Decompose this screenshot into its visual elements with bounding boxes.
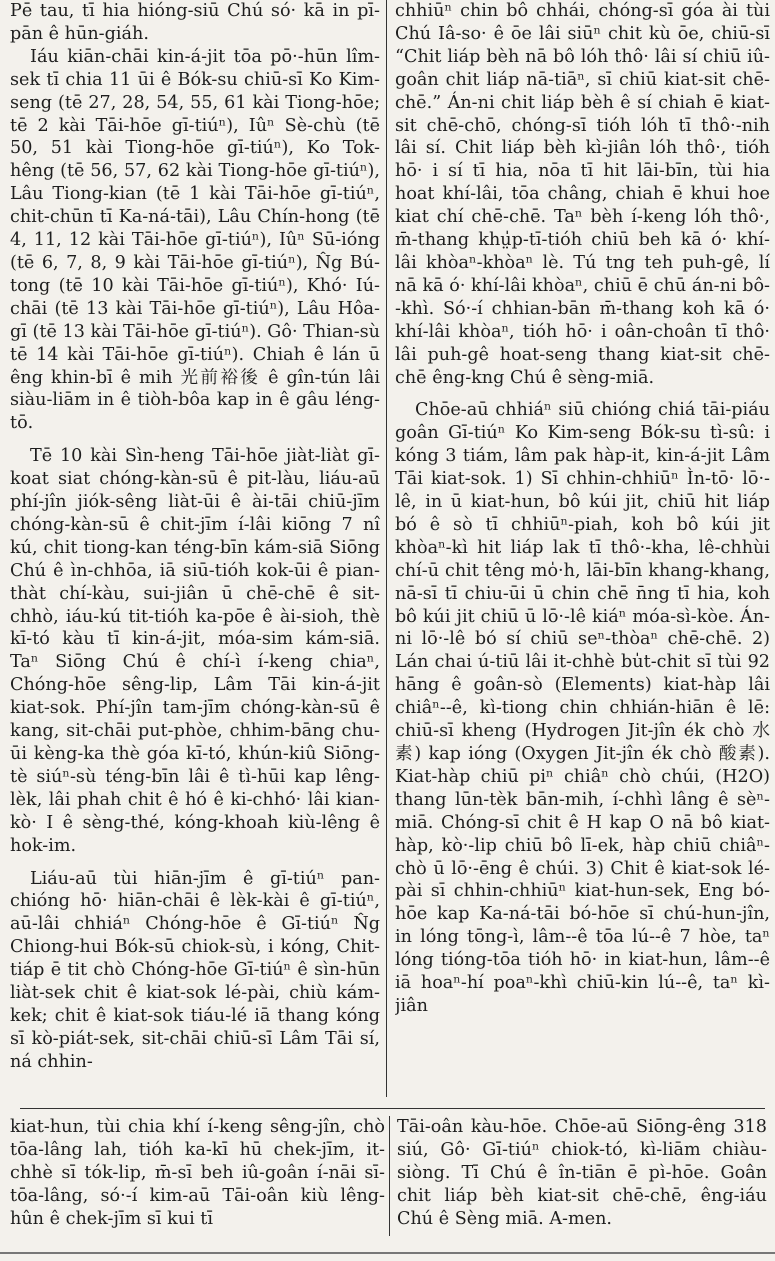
section-divider: [20, 1108, 765, 1109]
bottom-right-column: [397, 1116, 767, 1251]
paragraph: chhiūⁿ chin bô chhái, chóng-sī góa ài tùi Chú Iâ-so· ê ōe lâi siūⁿ chit kù ōe, chiū-sī “Chit liáp bèh nā bô lóh thô· lâi sí chiū iû-goân chit liáp nā-tiāⁿ, sī chiū kiat-sit chē-chē.” Án-ni chit liáp bèh ê sí chiah ē kiat-sit chē-chō, chóng-sī tióh lóh tī thô·-nih lâi sí. Chit liáp bèh kì-jiân lóh thô·, tióh hō· i sí tī hia, nōa tī hit lāi-bīn, tùi hia hoat khí-lâi, tōa châng, chiah ē khui hoe kiat chí chē-chē. Taⁿ bèh í-keng lóh thô·, m̄-thang khṳ̍p-tī-tióh chiū beh kā ó· khí-lâi khòaⁿ-khòaⁿ lè. Tú tng teh puh-gê, lí nā kā ó· khí-lâi khòaⁿ, chiū ē chū án-ni bô--khì. Só·-í chhian-bān m̄-thang koh kā ó· khí-lâi khòaⁿ, tióh hō· i oân-choân tī thô· lâi puh-gê hoat-seng thang kiat-sit chē-chē êng-kng Chú ê sèng-miā.: [395, 1, 770, 388]
paragraph: Tāi-oân kàu-hōe. Chōe-aū Siōng-êng 318 siú, Gô· Gī-tiúⁿ chiok-tó, kì-liām chiàu-siòng. Tī Chú ê în-tiān ē pì-hōe. Goân chit liáp bèh kiat-sit chē-chē, êng-iáu Chú ê Sèng miā. A-men.: [397, 1117, 767, 1229]
lower-section: [0, 1116, 775, 1256]
paragraph: Pē tau, tī hia hióng-siū Chú só· kā in pī-pān ê hūn-giáh.: [10, 1, 380, 44]
bottom-column-divider: [389, 1116, 390, 1236]
left-column: [10, 0, 380, 1097]
bottom-left-column: [10, 1116, 385, 1251]
paragraph: Tē 10 kài Sìn-heng Tāi-hōe jiàt-liàt gī-koat siat chóng-kàn-sū ê pit-làu, liáu-aū phí-jîn jiók-sêng liàt-ūi ê ài-tāi chiū-jīm chóng-kàn-sū ê chit-jīm í-lâi kiōng 7 nî kú, chit tiong-kan téng-bīn kám-siā Siōng Chú ê ìn-chhōa, iā siū-tióh kok-ūi ê pian-thàt chí-kàu, sui-jiân ū chē-chē ê sit-chhò, iáu-kú tit-tióh ka-pōe ê ài-sioh, thè kī-tó kàu tī kin-á-jit, móa-sim kám-siā. Taⁿ Siōng Chú ê chí-ì í-keng chiaⁿ, Chóng-hōe sêng-lip, Lâm Tāi kin-á-jit kiat-sok. Phí-jîn tam-jīm chóng-kàn-sū ê kang, sit-chāi put-phòe, chhim-bāng chu-ūi kèng-ka thè góa kī-tó, khún-kiû Siōng-tè siúⁿ-sù téng-bīn lâi ê tì-hūi kap lêng-lèk, lâi phah chit ê hó ê ki-chhó· lâi kian-kò· I ê sèng-thé, kóng-khoah kiù-lêng ê hok-im.: [10, 446, 380, 856]
paragraph: kiat-hun, tùi chia khí í-keng sêng-jîn, chò tōa-lâng lah, tióh ka-kī hū chek-jīm, it-chhè sī tók-lip, m̄-sī beh iû-goân í-nāi sī-tōa-lâng, só·-í kim-aū Tāi-oân kiù lêng-hûn ê chek-jīm sī kui tī: [10, 1117, 385, 1229]
page-bottom-rule: [0, 1252, 775, 1254]
paragraph: Iáu kiān-chāi kin-á-jit tōa pō·-hūn lîm-sek tī chia 11 ūi ê Bók-su chiū-sī Ko Kim-seng (tē 27, 28, 54, 55, 61 kài Tiong-hōe; tē 2 kài Tāi-hōe gī-tiúⁿ), Iûⁿ Sè-chù (tē 50, 51 kài Tiong-hōe gī-tiúⁿ), Ko Tok-hêng (tē 56, 57, 62 kài Tiong-hōe gī-tiúⁿ), Lâu Tiong-kian (tē 1 kài Tāi-hōe gī-tiúⁿ, chit-chūn tī Ka-ná-tāi), Lâu Chín-hong (tē 4, 11, 12 kài Tāi-hōe gī-tiúⁿ), Iûⁿ Sū-ióng (tē 6, 7, 8, 9 kài Tāi-hōe gī-tiúⁿ), N̂g Bú-tong (tē 10 kài Tāi-hōe gī-tiúⁿ), Khó· Iú-chāi (tē 13 kài Tāi-hōe gī-tiúⁿ), Lâu Hôa-gī (tē 13 kài Tāi-hōe gī-tiúⁿ). Gô· Thian-sù tē 14 kài Tāi-hōe gī-tiúⁿ). Chiah ê lán ū êng khin-bī ê mih 光前裕後 ê gîn-tún lâi siàu-liām in ê tiòh-bôa kap in ê gâu léng-tō.: [10, 46, 380, 434]
right-column: [395, 0, 770, 1097]
paragraph: Chōe-aū chhiáⁿ siū chióng chiá tāi-piáu goân Gī-tiúⁿ Ko Kim-seng Bók-su tì-sû: i kóng 3 tiám, lâm pak hàp-it, kin-á-jit Lâm Tāi kiat-sok. 1) Sī chhin-chhiūⁿ Ìn-tō· lō·-lê, in ū kiat-hun, bô kúi jit, chiū hit liáp bó ê sò tī chhiūⁿ-piah, koh bô kúi jit khòaⁿ-kì hit liáp lak tī thô·-kha, lê-chhùi chí-ū chit têng mo̍·h, lāi-bīn khang-khang, nā-sī tī chiu-ūi ū chin chē n̄ng tī hia, koh bô kúi jit chiū ū lō·-lê kiáⁿ móa-sì-kòe. Án-ni lō·-lê bó sí chiū seⁿ-thòaⁿ chē-chē. 2) Lán chai ú-tiū lâi it-chhè bu̍t-chit sī tùi 92 hāng ê goân-sò (Elements) kiat-hàp lâi chiâⁿ--ê, kì-tiong chin chhián-hiān ê lē: chiū-sī kheng (Hydrogen Jit-jîn ék chò 水素) kap ióng (Oxygen Jit-jîn ék chò 酸素). Kiat-hàp chiū piⁿ chiâⁿ chò chúi, (H2O) thang lūn-tèk bān-mih, í-chhì lâng ê sèⁿ-miā. Chóng-sī chit ê H kap O nā bô kiat-hàp, kò·-lip chiū bô lī-ek, hàp chiū chiâⁿ-chò ū lō·-ēng ê chúi. 3) Chit ê kiat-sok lé-pài sī chhin-chhiūⁿ kiat-hun-sek, Eng bó-hōe kap Ka-ná-tāi bó-hōe sī chú-hun-jîn, in lóng tōng-ì, lâm--ê tōa lú--ê 7 hòe, taⁿ lóng tióng-tōa tióh hō· in kiat-hun, lâm--ê iā hoaⁿ-hí poaⁿ-khì chiū-kin lú--ê, taⁿ kì-jiân: [395, 400, 770, 1016]
paragraph: Liáu-aū tùi hiān-jīm ê gī-tiúⁿ pan-chióng hō· hiān-chāi ê lèk-kài ê gī-tiúⁿ, aū-lâi chhiáⁿ Chóng-hōe ê Gī-tiúⁿ N̂g Chiong-hui Bók-sū chiok-sù, i kóng, Chit-tiáp ē tit chò Chóng-hōe Gī-tiúⁿ ê sìn-hūn liàt-sek chit ê kiat-sok lé-pài, chiù kám-kek; chit ê kiat-sok tiáu-lé iā thang kóng sī kò-piát-sek, sit-chāi chiū-sī Lâm Tāi sí, ná chhin-: [10, 868, 380, 1072]
column-divider: [386, 0, 387, 1097]
